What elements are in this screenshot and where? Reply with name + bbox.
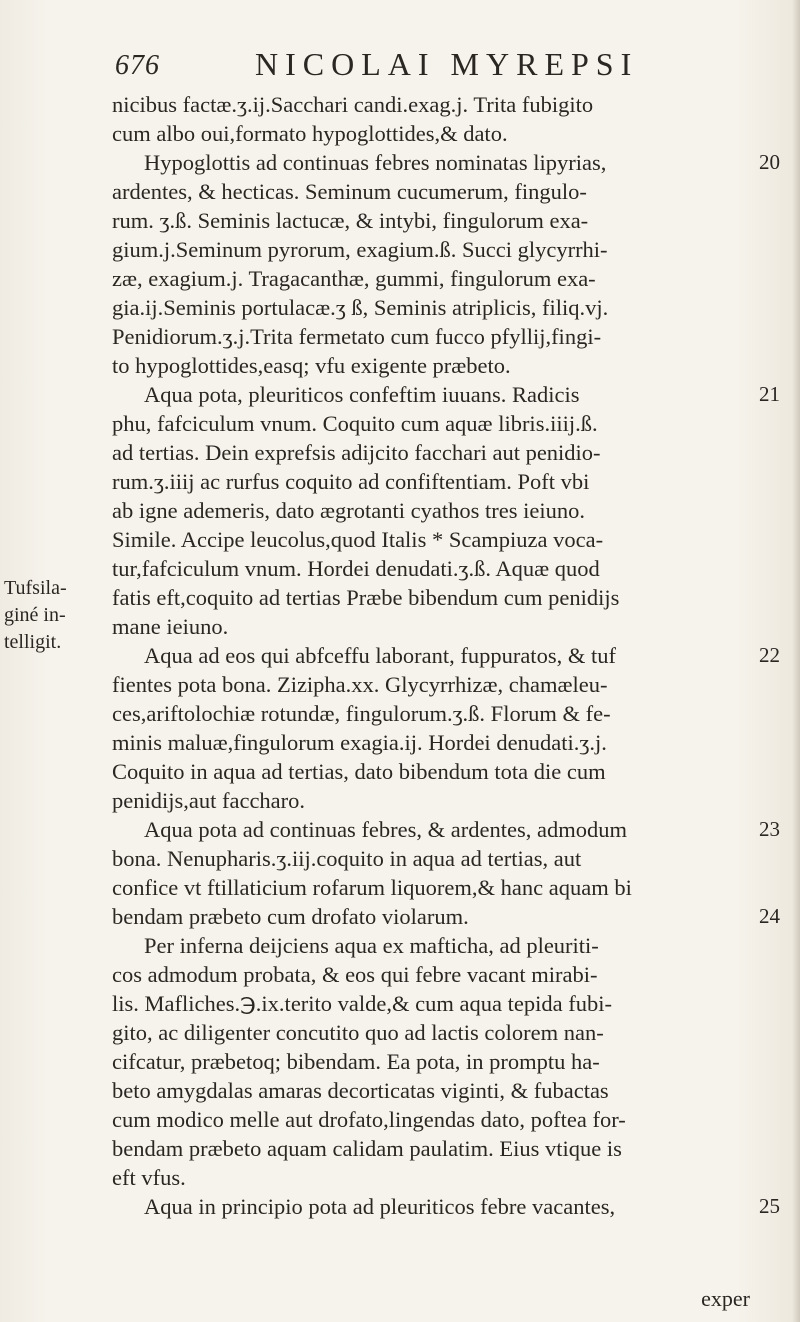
paragraph-number: 21 — [759, 382, 780, 406]
text-line — [112, 409, 772, 438]
line-text: Simile. Accipe leucolus,quod Italis * Scampiuza voca- — [112, 527, 604, 552]
paragraph-number: 24 — [759, 904, 780, 928]
text-line — [112, 264, 772, 293]
line-text: Hypoglottis ad continuas febres nominatas lipyrias, — [144, 150, 607, 175]
line-text: phu, fafciculum vnum. Coquito cum aquæ libris.iiij.ß. — [112, 411, 598, 436]
margin-note — [4, 575, 108, 656]
line-text: cum albo oui,formato hypoglottides,& dato. — [112, 121, 508, 146]
text-line — [112, 322, 772, 351]
line-text: eft vfus. — [112, 1165, 186, 1190]
text-line — [112, 1047, 772, 1076]
text-line — [112, 380, 780, 409]
text-line — [112, 148, 780, 177]
line-text: zæ, exagium.j. Tragacanthæ, gummi, fingulorum exa- — [112, 266, 596, 291]
text-line — [112, 1105, 772, 1134]
line-text: penidijs,aut faccharo. — [112, 788, 306, 813]
text-line — [112, 873, 772, 902]
line-text: Aqua pota ad continuas febres, & ardentes, admodum — [144, 817, 627, 842]
line-text: minis maluæ,fingulorum exagia.ij. Hordei denudati.ʒ.j. — [112, 730, 607, 755]
paragraph-number: 25 — [759, 1194, 780, 1218]
text-line — [112, 931, 772, 960]
line-text: ad tertias. Dein exprefsis adijcito facchari aut penidio- — [112, 440, 601, 465]
text-line — [112, 1134, 772, 1163]
line-text: ces,ariftolochiæ rotundæ, fingulorum.ʒ.ß. Florum & fe- — [112, 701, 611, 726]
text-line — [112, 728, 772, 757]
text-line — [112, 467, 772, 496]
text-line — [112, 206, 772, 235]
text-line — [112, 612, 772, 641]
line-text: fientes pota bona. Zizipha.xx. Glycyrrhizæ, chamæleu- — [112, 672, 608, 697]
line-text: Coquito in aqua ad tertias, dato bibendum tota die cum — [112, 759, 606, 784]
line-text: mane ieiuno. — [112, 614, 229, 639]
text-line — [112, 496, 772, 525]
line-text: fatis eft,coquito ad tertias Præbe bibendum cum penidijs — [112, 585, 620, 610]
margin-note-line: giné in- — [4, 604, 66, 626]
line-text: cifcatur, præbetoq; bibendam. Ea pota, in promptu ha- — [112, 1049, 600, 1074]
text-line — [112, 583, 772, 612]
line-text: tur,fafciculum vnum. Hordei denudati.ʒ.ß. Aquæ quod — [112, 556, 600, 581]
text-line — [112, 815, 780, 844]
text-line — [112, 699, 772, 728]
text-line — [112, 1163, 772, 1192]
text-line — [112, 960, 772, 989]
page-edge-shadow — [792, 0, 800, 1322]
text-line — [112, 554, 772, 583]
line-text: bona. Nenupharis.ʒ.iij.coquito in aqua ad tertias, aut — [112, 846, 582, 871]
line-text: Aqua in principio pota ad pleuriticos febre vacantes, — [144, 1194, 616, 1219]
text-line — [112, 1018, 772, 1047]
paragraph-number: 23 — [759, 817, 780, 841]
line-text: nicibus factæ.ʒ.ij.Sacchari candi.exag.j. Trita fubigito — [112, 92, 594, 117]
text-line — [112, 90, 772, 119]
text-line — [112, 1076, 772, 1105]
paragraph-number: 22 — [759, 643, 780, 667]
line-text: cum modico melle aut drofato,lingendas dato, poftea for- — [112, 1107, 626, 1132]
margin-note-line: Tufsila- — [4, 577, 67, 599]
line-text: to hypoglottides,easq; vfu exigente præbeto. — [112, 353, 511, 378]
page-number: 676 — [115, 50, 160, 81]
line-text: gium.j.Seminum pyrorum, exagium.ß. Succi glycyrrhi- — [112, 237, 608, 262]
line-text: confice vt ftillaticium rofarum liquorem,& hanc aquam bi — [112, 875, 632, 900]
line-text: beto amygdalas amaras decorticatas viginti, & fubactas — [112, 1078, 609, 1103]
margin-note-line: telligit. — [4, 631, 62, 653]
line-text: Penidiorum.ʒ.j.Trita fermetato cum fucco pfyllij,fingi- — [112, 324, 602, 349]
line-text: Aqua ad eos qui abfceffu laborant, fuppuratos, & tuf — [144, 643, 616, 668]
line-text: lis. Mafliches.℈.ix.terito valde,& cum aqua tepida fubi- — [112, 991, 612, 1016]
line-text: Per inferna deijciens aqua ex mafticha, ad pleuriti- — [144, 933, 599, 958]
line-text: rum.ʒ.iiij ac rurfus coquito ad confiftentiam. Poft vbi — [112, 469, 590, 494]
text-line — [112, 902, 780, 931]
text-line — [112, 235, 772, 264]
line-text: gia.ij.Seminis portulacæ.ʒ ß, Seminis atriplicis, filiq.vj. — [112, 295, 609, 320]
text-line — [112, 293, 772, 322]
text-line — [112, 177, 772, 206]
text-line — [112, 525, 772, 554]
line-text: Aqua pota, pleuriticos confeftim iuuans. Radicis — [144, 382, 580, 407]
text-line — [112, 351, 772, 380]
text-line — [112, 1192, 780, 1221]
line-text: gito, ac diligenter concutito quo ad lactis colorem nan- — [112, 1020, 604, 1045]
line-text: ab igne ademeris, dato ægrotanti cyathos tres ieiuno. — [112, 498, 585, 523]
line-text: bendam præbeto cum drofato violarum. — [112, 904, 469, 929]
text-line — [112, 786, 772, 815]
text-line — [112, 438, 772, 467]
running-head: NICOLAI MYREPSI — [255, 46, 639, 82]
text-line — [112, 844, 772, 873]
page-header — [115, 44, 755, 84]
text-line — [112, 989, 772, 1018]
body-text — [112, 90, 780, 1221]
line-text: cos admodum probata, & eos qui febre vacant mirabi- — [112, 962, 598, 987]
text-line — [112, 757, 772, 786]
catchword: exper — [701, 1286, 750, 1311]
text-line — [112, 641, 780, 670]
text-line — [112, 670, 772, 699]
text-line — [112, 119, 772, 148]
paragraph-number: 20 — [759, 150, 780, 174]
line-text: rum. ʒ.ß. Seminis lactucæ, & intybi, fingulorum exa- — [112, 208, 589, 233]
line-text: bendam præbeto aquam calidam paulatim. Eius vtique is — [112, 1136, 622, 1161]
line-text: ardentes, & hecticas. Seminum cucumerum, fingulo- — [112, 179, 587, 204]
